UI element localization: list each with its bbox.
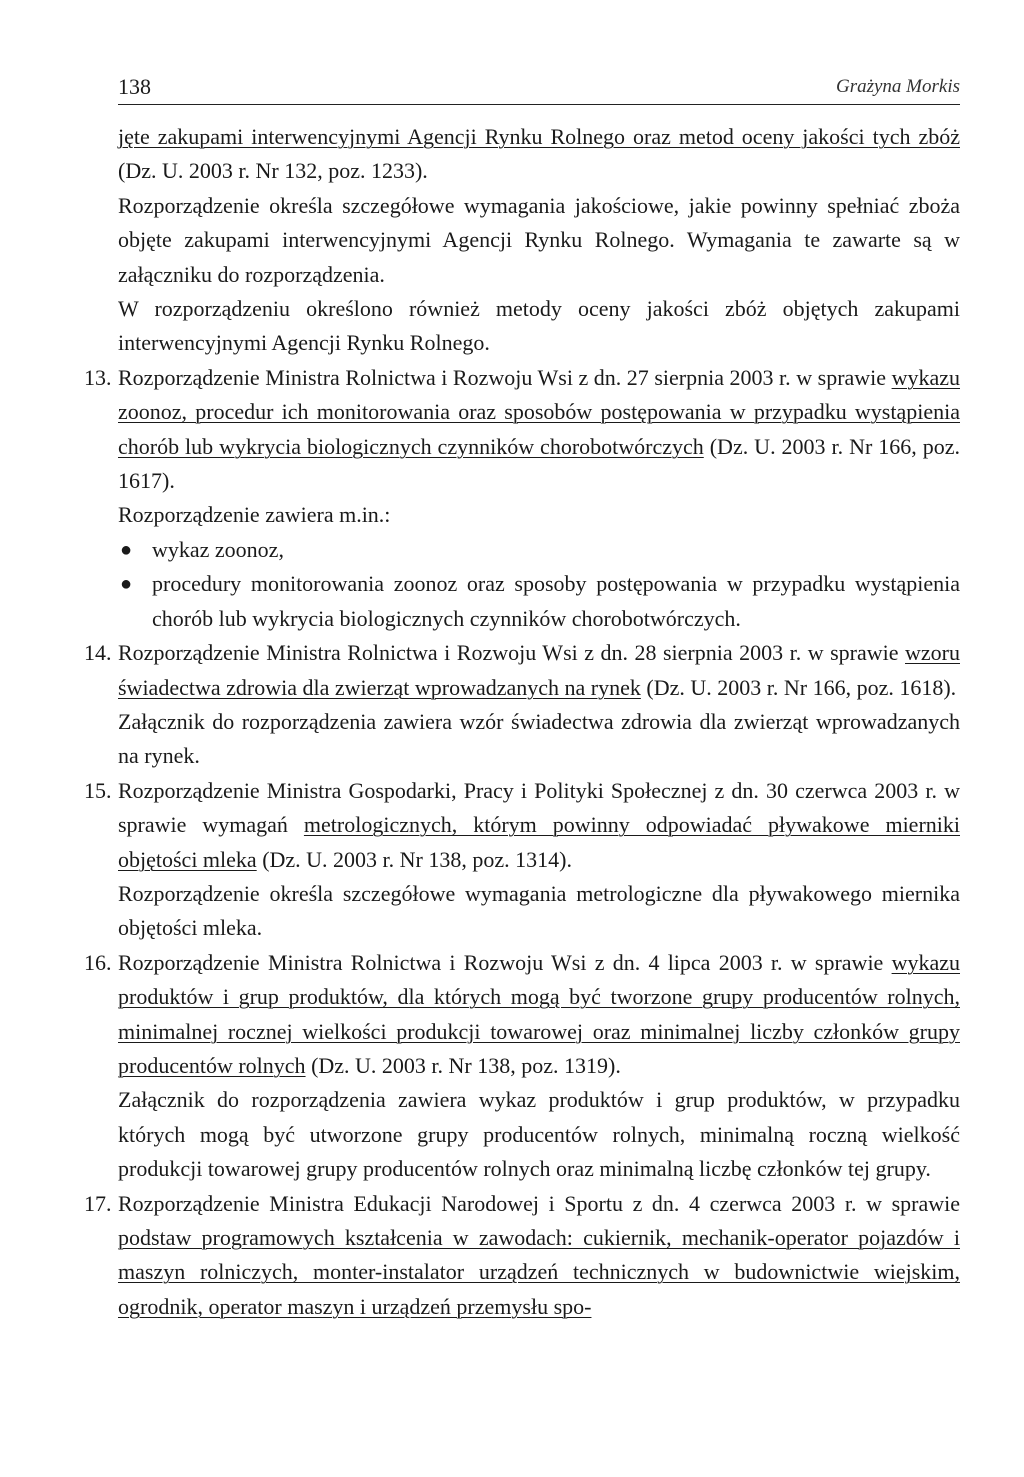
citation-suffix: (Dz. U. 2003 r. Nr 166, poz. 1617). bbox=[118, 433, 960, 494]
citation-title-underlined: wykazu zoonoz, procedur ich monitorowania oraz sposobów postępowania w przypadku wystąpienia chorób lub wykrycia biologicznych czynników chorobotwórczych bbox=[118, 364, 960, 459]
bullet-text: procedury monitorowania zoonoz oraz sposoby postępowania w przypadku wystąpienia chorób lub wykrycia biologicznych czynników chorobotwórczych. bbox=[152, 571, 960, 631]
page-number: 138 bbox=[118, 74, 151, 99]
entry-note: Rozporządzenie zawiera m.in.: bbox=[118, 502, 391, 528]
page-header bbox=[118, 74, 960, 105]
entry-number: 14. bbox=[84, 640, 112, 666]
entry-number: 13. bbox=[84, 364, 112, 390]
citation-suffix: (Dz. U. 2003 r. Nr 166, poz. 1618). bbox=[640, 674, 957, 700]
bullet-item bbox=[120, 567, 960, 636]
citation-title-underlined: wykazu produktów i grup produktów, dla których mogą być tworzone grupy producentów rolnych, minimalnej rocznej wielkości produkcji towarowej oraz minimalnej liczby członków grupy producentów rolnych bbox=[118, 949, 960, 1078]
entry-citation bbox=[118, 636, 960, 705]
entry-note: Załącznik do rozporządzenia zawiera wzór świadectwa zdrowia dla zwierząt wprowadzanych na rynek. bbox=[118, 708, 960, 769]
entry-citation bbox=[118, 774, 960, 877]
citation-suffix: (Dz. U. 2003 r. Nr 138, poz. 1314). bbox=[256, 846, 572, 872]
entry-citation bbox=[118, 946, 960, 1084]
page-body bbox=[84, 120, 960, 1324]
entry-17 bbox=[84, 1187, 960, 1325]
citation-title-underlined: metrologicznych, którym powinny odpowiadać pływakowe mierniki objętości mleka bbox=[118, 812, 960, 872]
entry-body bbox=[118, 361, 960, 636]
entry-body bbox=[118, 636, 960, 774]
citation-prefix: Rozporządzenie Ministra Edukacji Narodowej i Sportu z dn. 4 czerwca 2003 r. w sprawie bbox=[118, 1190, 960, 1216]
entry-citation bbox=[118, 1187, 960, 1325]
entry-note: Załącznik do rozporządzenia zawiera wykaz produktów i grup produktów, w przypadku których mogą być utworzone grupy producentów rolnych, minimalną roczną wielkość produkcji towarowej grupy producentów rolnych oraz minimalną liczbę członków tej grupy. bbox=[118, 1087, 960, 1182]
running-head-author: Grażyna Morkis bbox=[835, 76, 960, 97]
intro-citation-rest: (Dz. U. 2003 r. Nr 132, poz. 1233). bbox=[118, 158, 428, 184]
citation-title-underlined: wzoru świadectwa zdrowia dla zwierząt wprowadzanych na rynek bbox=[118, 640, 960, 700]
entry-number: 17. bbox=[84, 1190, 112, 1216]
entry-body bbox=[118, 946, 960, 1187]
intro-paragraph-1: Rozporządzenie określa szczegółowe wymagania jakościowe, jakie powinny spełniać zboża objęte zakupami interwencyjnymi Agencji Rynku Rolnego. Wymagania te zawarte są w załączniku do rozporządzenia. bbox=[118, 192, 960, 287]
intro-title-underlined: jęte zakupami interwencyjnymi Agencji Rynku Rolnego oraz metod oceny jakości tych zbóż bbox=[118, 124, 960, 149]
citation-prefix: Rozporządzenie Ministra Rolnictwa i Rozwoju Wsi z dn. 4 lipca 2003 r. w sprawie bbox=[118, 949, 892, 975]
citation-prefix: Rozporządzenie Ministra Rolnictwa i Rozwoju Wsi z dn. 27 sierpnia 2003 r. w sprawie bbox=[118, 364, 892, 390]
entry-16 bbox=[84, 946, 960, 1187]
bullet-item bbox=[120, 533, 960, 567]
entry-14 bbox=[84, 636, 960, 774]
intro-paragraph-2: W rozporządzeniu określono również metody oceny jakości zbóż objętych zakupami interwencyjnymi Agencji Rynku Rolnego. bbox=[118, 296, 960, 356]
citation-suffix: (Dz. U. 2003 r. Nr 138, poz. 1319). bbox=[305, 1052, 621, 1078]
entry-body bbox=[118, 1187, 960, 1325]
bullet-text: wykaz zoonoz, bbox=[152, 536, 284, 562]
entry-number: 16. bbox=[84, 949, 112, 975]
citation-prefix: Rozporządzenie Ministra Rolnictwa i Rozwoju Wsi z dn. 28 sierpnia 2003 r. w sprawie bbox=[118, 640, 906, 666]
entry-number: 15. bbox=[84, 777, 112, 803]
entry-13 bbox=[84, 361, 960, 636]
citation-title-underlined: podstaw programowych kształcenia w zawodach: cukiernik, mechanik-operator pojazdów i maszyn rolniczych, monter-instalator urządzeń technicznych w budownictwie wiejskim, ogrodnik, operator maszyn i urządzeń przemysłu spo- bbox=[118, 1225, 960, 1319]
bullet-dot-icon: ● bbox=[120, 538, 133, 561]
entry-note: Rozporządzenie określa szczegółowe wymagania metrologiczne dla pływakowego miernika objętości mleka. bbox=[118, 880, 960, 941]
entry-citation bbox=[118, 361, 960, 499]
citation-prefix: Rozporządzenie Ministra Gospodarki, Pracy i Polityki Społecznej z dn. 30 czerwca 2003 r. w sprawie wymagań bbox=[118, 777, 960, 838]
intro-citation bbox=[118, 120, 960, 189]
bullet-list bbox=[118, 533, 960, 636]
entry-15 bbox=[84, 774, 960, 946]
entry-body bbox=[118, 774, 960, 946]
bullet-dot-icon: ● bbox=[120, 573, 133, 596]
